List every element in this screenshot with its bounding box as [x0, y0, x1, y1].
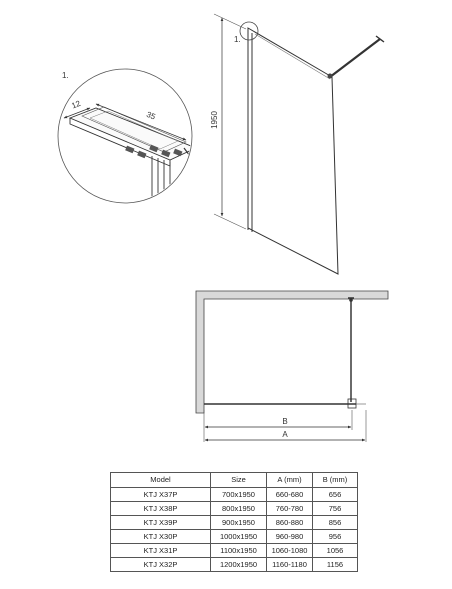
- b-cell: 956: [313, 530, 358, 544]
- size-cell: 900x1950: [211, 516, 267, 530]
- size-cell: 1200x1950: [211, 558, 267, 572]
- table-row: [111, 488, 358, 502]
- column-header: Size: [211, 473, 267, 488]
- callout-marker: 1.: [234, 35, 241, 44]
- stabilizer-clamp: [328, 74, 333, 79]
- clamp-1: [125, 146, 134, 154]
- a-cell: 760-780: [267, 502, 313, 516]
- model-cell: KTJ X38P: [111, 502, 211, 516]
- spec-table-wrap: [110, 472, 357, 572]
- table-row: [111, 558, 358, 572]
- size-cell: 1100x1950: [211, 544, 267, 558]
- clamp-2: [137, 151, 146, 159]
- column-header: Model: [111, 473, 211, 488]
- plan-wall: [196, 291, 388, 413]
- a-dimension-label: A: [282, 430, 288, 439]
- b-cell: 756: [313, 502, 358, 516]
- stabilizer-bar: [330, 39, 380, 77]
- front-view: [210, 14, 384, 274]
- model-cell: KTJ X31P: [111, 544, 211, 558]
- model-cell: KTJ X37P: [111, 488, 211, 502]
- glass-top-edge: [255, 34, 330, 79]
- height-ext-bottom: [214, 214, 246, 229]
- depth-dimension-label: 12: [70, 98, 82, 111]
- a-cell: 1160-1180: [267, 558, 313, 572]
- b-cell: 656: [313, 488, 358, 502]
- column-header: A (mm): [267, 473, 313, 488]
- table-row: [111, 544, 358, 558]
- plan-view: [196, 291, 388, 442]
- plan-stabilizer-end: [349, 298, 353, 302]
- table-header-row: [111, 473, 358, 488]
- size-cell: 800x1950: [211, 502, 267, 516]
- width-dimension-label: 35: [145, 109, 157, 122]
- b-cell: 1056: [313, 544, 358, 558]
- model-cell: KTJ X39P: [111, 516, 211, 530]
- b-dimension-label: B: [282, 417, 288, 426]
- table-row: [111, 516, 358, 530]
- detail-marker: 1.: [62, 71, 69, 80]
- detail-view: [58, 69, 196, 210]
- size-cell: 700x1950: [211, 488, 267, 502]
- a-cell: 1060-1080: [267, 544, 313, 558]
- b-cell: 856: [313, 516, 358, 530]
- size-cell: 1000x1950: [211, 530, 267, 544]
- height-ext-top: [214, 14, 246, 29]
- model-cell: KTJ X30P: [111, 530, 211, 544]
- callout-circle: [240, 22, 258, 40]
- model-cell: KTJ X32P: [111, 558, 211, 572]
- glass-panel: [248, 28, 338, 274]
- table-row: [111, 502, 358, 516]
- b-cell: 1156: [313, 558, 358, 572]
- table-row: [111, 530, 358, 544]
- a-cell: 860-880: [267, 516, 313, 530]
- a-cell: 960-980: [267, 530, 313, 544]
- spec-table: [110, 472, 358, 572]
- a-cell: 660-680: [267, 488, 313, 502]
- column-header: B (mm): [313, 473, 358, 488]
- height-dimension-label: 1950: [210, 111, 219, 129]
